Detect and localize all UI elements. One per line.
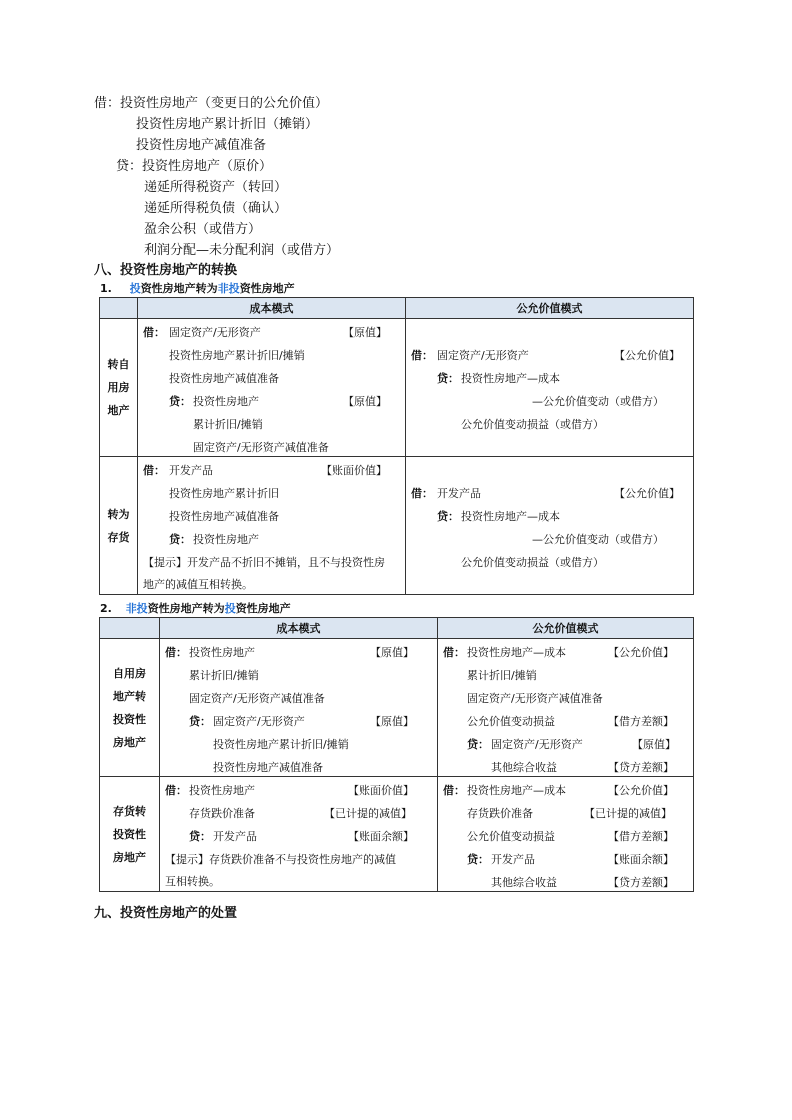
journal-line: 递延所得税资产（转回） [144,180,288,195]
header-fair-value-model: 公允价值模式 [406,298,694,319]
header-empty [100,298,138,319]
fair-value-entry: 借： 固定资产/无形资产 【公允价值】 贷： 投资性房地产—成本 —公允价值变动（或借方） 公允价值变动损益（或借方） [406,319,694,457]
subheading [100,602,291,616]
journal-line: 盈余公积（或借方） [144,222,262,237]
journal-line: 利润分配—未分配利润（或借方） [144,243,340,258]
subheading-text: 资性房地产转为 [140,282,218,295]
journal-line: 借：投资性房地产（变更日的公允价值） [94,96,329,111]
subheading-text: 资性房地产转为 [147,602,225,615]
subheading-highlight: 投 [224,602,236,615]
section-heading: 九、投资性房地产的处置 [94,906,238,921]
journal-line: 递延所得税负债（确认） [144,201,288,216]
fair-value-entry: 借： 开发产品 【公允价值】 贷： 投资性房地产—成本 —公允价值变动（或借方） 公允价值变动损益（或借方） [406,457,694,595]
header-empty [100,618,160,639]
cost-model-entry: 借： 投资性房地产 【账面价值】 存货跌价准备 【已计提的减值】 贷： 开发产品 【账面余额】 【提示】存货跌价准备不与投资性房地产的减值 互相转换。 [160,777,438,892]
section-heading: 八、投资性房地产的转换 [94,263,238,278]
journal-line: 贷：投资性房地产（原价） [116,159,273,174]
row-label: 转为 存货 [100,457,138,595]
subheading-number: 1. [100,282,112,295]
header-fair-value-model: 公允价值模式 [438,618,694,639]
fair-value-entry: 借： 投资性房地产—成本 【公允价值】 存货跌价准备 【已计提的减值】 公允价值变动损益 【借方差额】 贷： 开发产品 【账面余额】 其他综合收益 【贷方差额】 [438,777,694,892]
subheading-highlight: 非投 [217,282,240,295]
cost-model-entry: 借： 开发产品 【账面价值】 投资性房地产累计折旧 投资性房地产减值准备 贷： 投资性房地产 【提示】开发产品不折旧不摊销，且不与投资性房 地产的减值互相转换。 [138,457,406,595]
cost-model-entry: 借： 投资性房地产 【原值】 累计折旧/摊销 固定资产/无形资产减值准备 贷： 固定资产/无形资产 【原值】 投资性房地产累计折旧/摊销 投资性房地产减值准备 [160,639,438,777]
journal-line: 投资性房地产减值准备 [136,138,267,153]
subheading-highlight: 非投 [125,602,148,615]
fair-value-entry: 借： 投资性房地产—成本 【公允价值】 累计折旧/摊销 固定资产/无形资产减值准备 公允价值变动损益 【借方差额】 贷： 固定资产/无形资产 【原值】 其他综合收益 【贷方差额】 [438,639,694,777]
row-label: 自用房 地产转 投资性 房地产 [100,639,160,777]
conversion-table-2 [99,617,694,892]
subheading-number: 2. [100,602,112,615]
subheading-text: 资性房地产 [235,602,291,615]
conversion-table-1 [99,297,694,595]
subheading [100,282,295,296]
row-label: 存货转 投资性 房地产 [100,777,160,892]
subheading-highlight: 投 [129,282,141,295]
row-label: 转自 用房 地产 [100,319,138,457]
header-cost-model: 成本模式 [160,618,438,639]
header-cost-model: 成本模式 [138,298,406,319]
cost-model-entry: 借： 固定资产/无形资产 【原值】 投资性房地产累计折旧/摊销 投资性房地产减值准备 贷： 投资性房地产 【原值】 累计折旧/摊销 固定资产/无形资产减值准备 [138,319,406,457]
subheading-text: 资性房地产 [239,282,295,295]
journal-line: 投资性房地产累计折旧（摊销） [136,117,319,132]
